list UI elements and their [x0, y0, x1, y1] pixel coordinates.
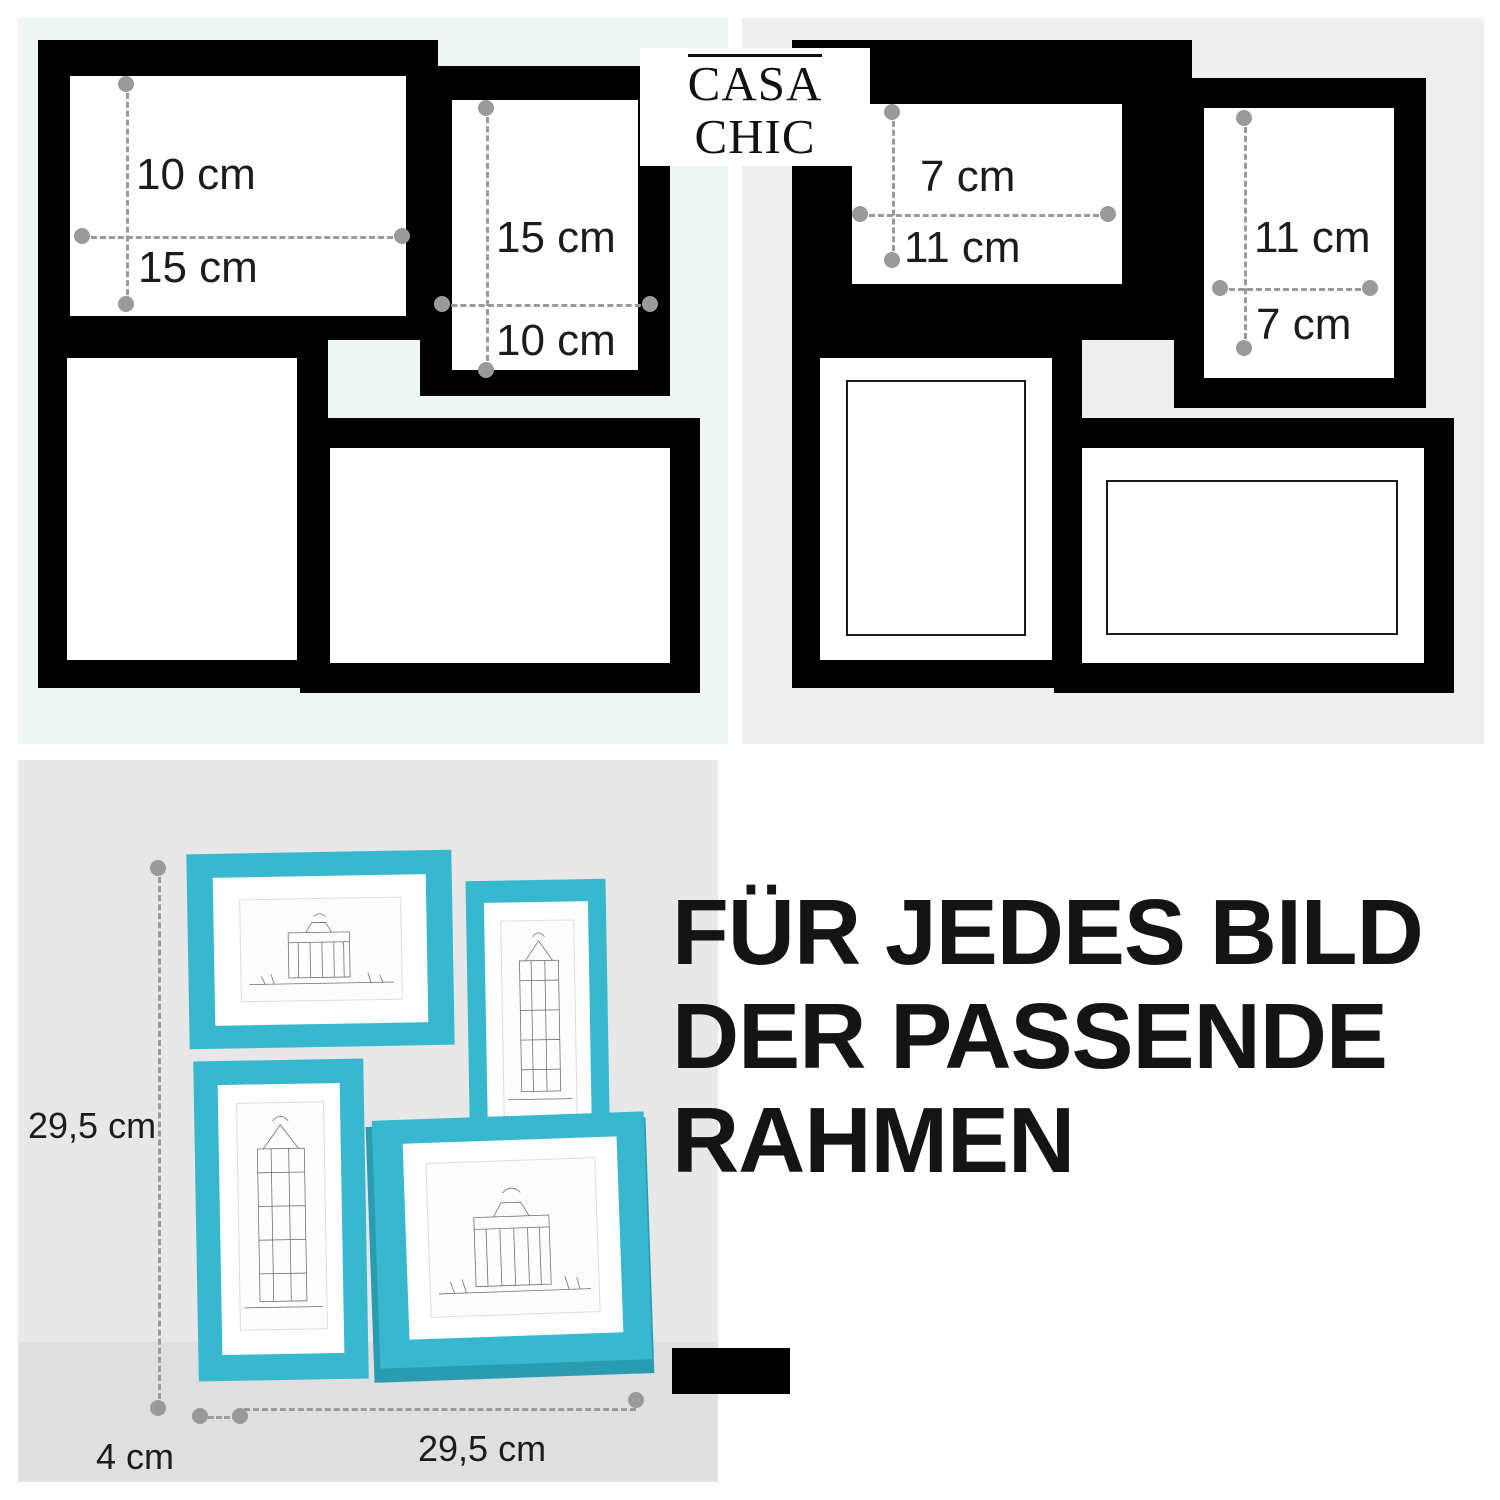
- panel-teal-frame-photo: [18, 760, 718, 1482]
- headline-line-2: DER PASSENDE: [672, 984, 1387, 1089]
- mat-window-bottom-right: [330, 448, 670, 663]
- dimension-dot: [478, 100, 494, 116]
- dimension-dot: [118, 76, 134, 92]
- brand-logo: [640, 48, 870, 166]
- dimension-dot: [852, 206, 868, 222]
- photo-top-left: [239, 897, 403, 1003]
- dimension-dot: [642, 296, 658, 312]
- dimension-dot: [478, 362, 494, 378]
- dimension-dot: [118, 296, 134, 312]
- dimension-dot: [628, 1392, 644, 1408]
- dimension-label-height: 29,5 cm: [28, 1105, 157, 1146]
- dimension-dot: [884, 252, 900, 268]
- photo-opening-bottom-left: [846, 380, 1026, 636]
- dimension-label-10cm-top: 10 cm: [136, 150, 256, 199]
- dimension-dot: [150, 860, 166, 876]
- dimension-line-vertical-3: [892, 112, 895, 260]
- headline-block: [672, 880, 1472, 1192]
- photo-top-right: [500, 919, 577, 1120]
- dimension-line-vertical-2: [486, 108, 489, 370]
- dimension-label-7cm-top: 7 cm: [920, 152, 1016, 201]
- dimension-line-height: [158, 868, 161, 1408]
- photo-opening-bottom-right: [1106, 480, 1398, 635]
- dimension-dot: [1100, 206, 1116, 222]
- dimension-line-horizontal-3: [860, 214, 1108, 217]
- dimension-dot: [192, 1408, 208, 1424]
- dimension-label-11cm-top: 11 cm: [904, 223, 1021, 272]
- dimension-line-horizontal-1: [82, 236, 402, 239]
- dimension-label-width: 29,5 cm: [418, 1428, 547, 1469]
- photo-bottom-left: [236, 1101, 328, 1331]
- dimension-dot: [394, 228, 410, 244]
- dimension-label-depth: 4 cm: [96, 1436, 175, 1477]
- brand-logo-line1: CASA: [687, 55, 823, 111]
- dimension-line-vertical-1: [126, 84, 129, 304]
- mat-window-bottom-left: [67, 358, 297, 660]
- brand-logo-line2: CHIC: [694, 108, 816, 164]
- panel-black-frame-large: [18, 18, 728, 744]
- dimension-line-vertical-4: [1244, 118, 1247, 348]
- dimension-label-11cm-side: 11 cm: [1254, 213, 1371, 262]
- dimension-dot: [1362, 280, 1378, 296]
- headline-line-3: RAHMEN: [672, 1088, 1075, 1193]
- dimension-line-horizontal-4: [1220, 288, 1370, 291]
- dimension-label-15cm-top: 15 cm: [138, 243, 258, 292]
- dimension-dot: [150, 1400, 166, 1416]
- dimension-dot: [1236, 340, 1252, 356]
- dimension-dot: [1236, 110, 1252, 126]
- dimension-label-7cm-side: 7 cm: [1256, 300, 1352, 349]
- dimension-dot: [74, 228, 90, 244]
- headline-line-1: FÜR JEDES BILD: [672, 880, 1423, 984]
- dimension-label-10cm-mid: 10 cm: [496, 316, 616, 365]
- dimension-line-width: [244, 1408, 636, 1411]
- dimension-line-horizontal-2: [442, 304, 650, 307]
- photo-bottom-right: [425, 1157, 600, 1318]
- dimension-dot: [884, 104, 900, 120]
- dimension-label-15cm-mid: 15 cm: [496, 213, 616, 262]
- color-swatch-black: [672, 1348, 790, 1394]
- dimension-dot: [1212, 280, 1228, 296]
- dimension-dot: [434, 296, 450, 312]
